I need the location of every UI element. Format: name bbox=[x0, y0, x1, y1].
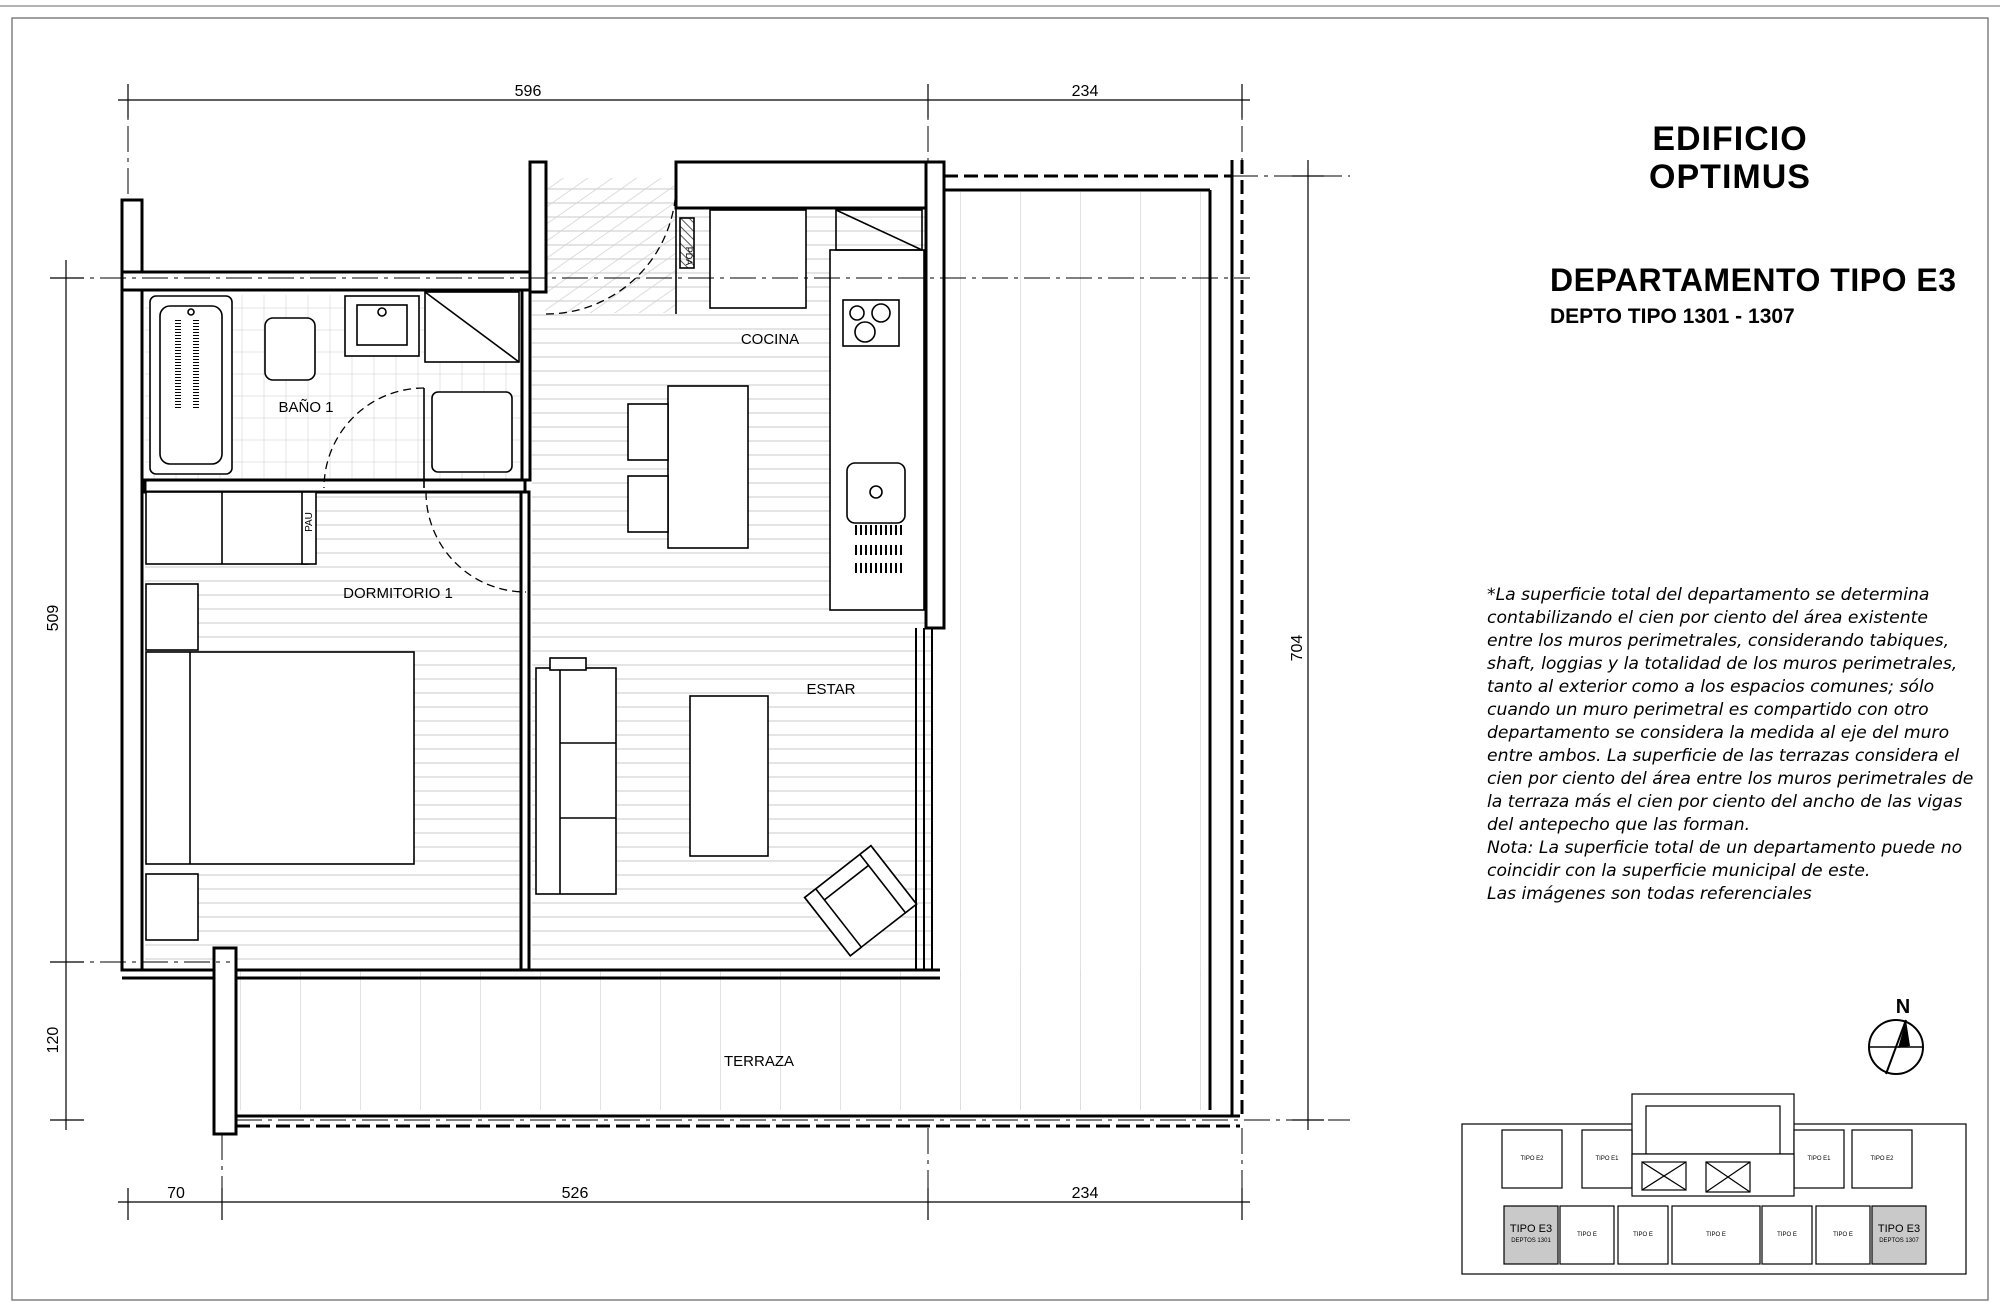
room-label-pau: PAU bbox=[304, 512, 315, 532]
note-paragraph-2: Nota: La superficie total de un departamento puede no coincidir con la superficie municipal de este. bbox=[1487, 838, 1963, 881]
room-label-bano: BAÑO 1 bbox=[278, 399, 334, 416]
dim-bottom-2: 526 bbox=[561, 1185, 589, 1202]
key-bottom-3: TIPO E bbox=[1777, 1232, 1797, 1238]
dim-top-1: 596 bbox=[514, 83, 542, 100]
room-label-terraza: TERRAZA bbox=[723, 1053, 795, 1070]
note-paragraph-1: *La superficie total del departamento se determina contabilizando el cien por ciento del área existente entre los muros perimetrales, considerando tabiques, shaft, loggias y la totalidad de los muros perimetrales, tanto al exterior como a los espacios comunes; sólo cuando un muro perimetral es compartido con otro departamento se considera la medida al eje del muro entre ambos. La superficie de las terrazas considera el cien por ciento del área entre los muros perimetrales de la terraza más el cien por ciento del ancho de las vigas del antepecho que las forman. bbox=[1487, 585, 1974, 835]
coffee-table bbox=[690, 696, 768, 856]
key-right-unit-label: TIPO E3 bbox=[1877, 1223, 1921, 1235]
closet bbox=[146, 492, 308, 564]
room-label-dormitorio: DORMITORIO 1 bbox=[343, 585, 453, 602]
entry-cabinet bbox=[710, 210, 806, 308]
bed bbox=[146, 652, 414, 864]
unit-subtitle: DEPTO TIPO 1301 - 1307 bbox=[1550, 305, 1795, 328]
toilet bbox=[265, 318, 315, 380]
unit-title: DEPARTAMENTO TIPO E3 bbox=[1550, 262, 1957, 298]
dim-left-1: 509 bbox=[45, 604, 62, 632]
key-top-1: TIPO E2 bbox=[1520, 1156, 1544, 1162]
washer bbox=[432, 392, 512, 472]
dim-left-2: 120 bbox=[45, 1026, 62, 1054]
key-left-unit-sub: DEPTOS 1301 bbox=[1511, 1238, 1551, 1244]
key-right-unit-sub: DEPTOS 1307 bbox=[1879, 1238, 1919, 1244]
key-center: TIPO E bbox=[1706, 1232, 1726, 1238]
building-title-line1: EDIFICIO bbox=[1652, 120, 1808, 158]
room-label-pda: PDA bbox=[684, 246, 694, 266]
key-left-unit-label: TIPO E3 bbox=[1509, 1223, 1553, 1235]
key-plan bbox=[1462, 1094, 1966, 1274]
key-bottom-4: TIPO E bbox=[1833, 1232, 1853, 1238]
room-label-estar: ESTAR bbox=[806, 681, 856, 698]
compass-label: N bbox=[1895, 996, 1911, 1018]
key-top-3: TIPO E1 bbox=[1807, 1156, 1831, 1162]
key-bottom-1: TIPO E bbox=[1577, 1232, 1597, 1238]
north-arrow-icon bbox=[1869, 1020, 1923, 1074]
area-note bbox=[1487, 584, 1977, 906]
dim-bottom-3: 234 bbox=[1071, 1185, 1099, 1202]
building-title bbox=[1520, 120, 1940, 196]
note-paragraph-3: Las imágenes son todas referenciales bbox=[1487, 884, 1812, 904]
building-title-line2: OPTIMUS bbox=[1649, 158, 1811, 196]
key-top-2: TIPO E1 bbox=[1595, 1156, 1619, 1162]
sofa bbox=[536, 668, 616, 894]
unit-title-block bbox=[1550, 262, 1980, 329]
key-bottom-2: TIPO E bbox=[1633, 1232, 1653, 1238]
dim-right: 704 bbox=[1289, 634, 1306, 662]
key-top-4: TIPO E2 bbox=[1870, 1156, 1894, 1162]
dining-table bbox=[668, 386, 748, 548]
room-label-cocina: COCINA bbox=[740, 331, 800, 348]
dim-bottom-1: 70 bbox=[167, 1185, 185, 1202]
dim-top-2: 234 bbox=[1071, 83, 1099, 100]
